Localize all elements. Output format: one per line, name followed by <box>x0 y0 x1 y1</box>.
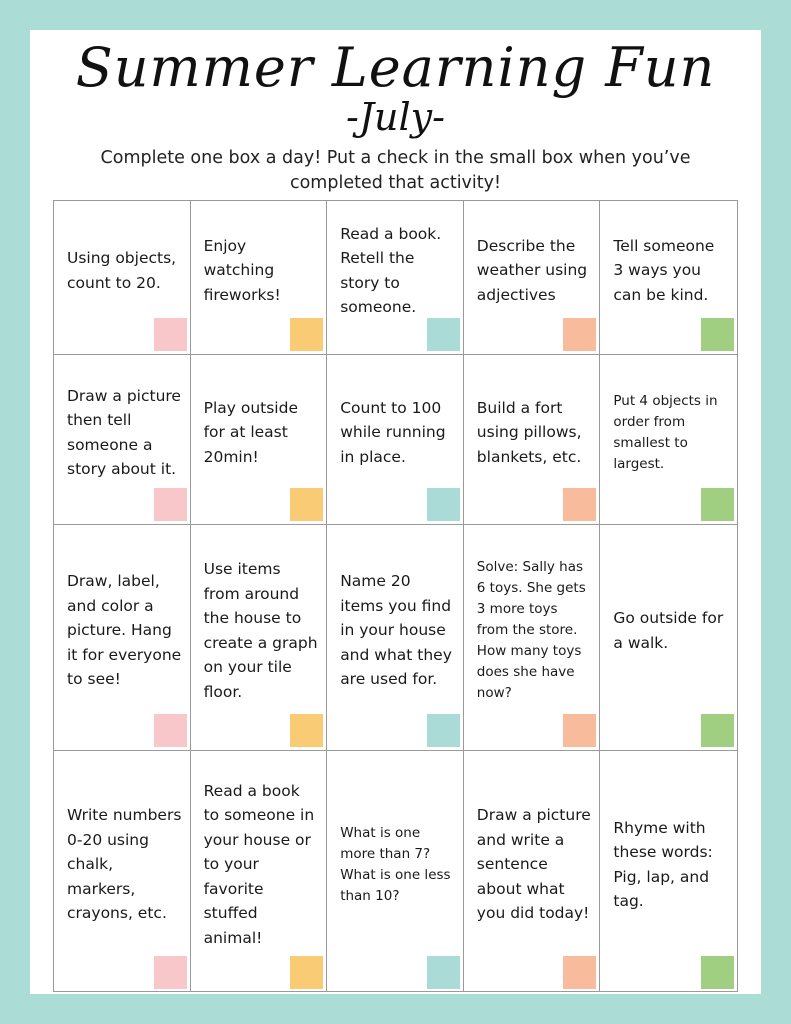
check-box[interactable] <box>563 488 596 521</box>
activity-text: Play outside for at least 20min! <box>203 398 298 466</box>
check-box[interactable] <box>701 318 734 351</box>
activity-text: Draw a picture then tell someone a story about it. <box>67 386 181 478</box>
activity-cell <box>600 201 737 355</box>
activity-cell <box>54 525 191 751</box>
activity-cell <box>600 355 737 525</box>
activity-text: Rhyme with these words: Pig, lap, and tag. <box>613 818 713 910</box>
check-box[interactable] <box>154 488 187 521</box>
activity-text: Draw a picture and write a sentence about what you did today! <box>476 806 591 923</box>
page-title: Summer Learning Fun <box>75 36 716 99</box>
activity-text: Solve: Sally has 6 toys. She gets 3 more toys from the store. How many toys does she have now? <box>476 559 586 701</box>
check-box[interactable] <box>701 714 734 747</box>
activity-cell <box>191 355 328 525</box>
activity-text: Draw, label, and color a picture. Hang it for everyone to see! <box>67 572 182 689</box>
activity-cell <box>54 355 191 525</box>
check-box[interactable] <box>563 956 596 989</box>
activity-text: Build a fort using pillows, blankets, etc. <box>476 398 582 466</box>
activity-text: Enjoy watching fireworks! <box>203 236 281 304</box>
check-box[interactable] <box>154 714 187 747</box>
activity-text: Read a book. Retell the story to someone. <box>340 224 442 316</box>
activity-cell <box>54 201 191 355</box>
check-box[interactable] <box>563 318 596 351</box>
activity-text: Describe the weather using adjectives <box>476 236 588 304</box>
activity-cell <box>327 525 464 751</box>
activity-cell <box>54 751 191 992</box>
activity-text: Go outside for a walk. <box>613 609 724 652</box>
activity-cell <box>327 751 464 992</box>
check-box[interactable] <box>154 318 187 351</box>
activity-grid <box>53 200 738 992</box>
activity-text: Read a book to someone in your house or to your favorite stuffed animal! <box>203 781 315 947</box>
activity-text: Name 20 items you find in your house and what they are used for. <box>340 572 452 689</box>
activity-cell <box>191 751 328 992</box>
activity-cell <box>327 201 464 355</box>
check-box[interactable] <box>563 714 596 747</box>
check-box[interactable] <box>427 714 460 747</box>
activity-cell <box>600 751 737 992</box>
activity-cell <box>327 355 464 525</box>
activity-text: What is one more than 7? What is one less than 10? <box>340 824 451 904</box>
activity-cell <box>191 201 328 355</box>
activity-cell <box>464 201 601 355</box>
check-box[interactable] <box>427 488 460 521</box>
check-box[interactable] <box>701 488 734 521</box>
check-box[interactable] <box>154 956 187 989</box>
page-subtitle: -July- <box>345 95 445 139</box>
check-box[interactable] <box>290 714 323 747</box>
activity-text: Put 4 objects in order from smallest to largest. <box>613 392 718 472</box>
check-box[interactable] <box>290 318 323 351</box>
instructions-text: Complete one box a day! Put a check in the small box when you’ve completed that activity! <box>100 148 691 193</box>
activity-cell <box>600 525 737 751</box>
check-box[interactable] <box>701 956 734 989</box>
check-box[interactable] <box>290 488 323 521</box>
activity-cell <box>191 525 328 751</box>
activity-cell <box>464 525 601 751</box>
activity-text: Use items from around the house to create a graph on your tile floor. <box>203 560 318 701</box>
activity-text: Count to 100 while running in place. <box>340 398 446 466</box>
check-box[interactable] <box>427 956 460 989</box>
activity-text: Using objects, count to 20. <box>67 249 177 292</box>
check-box[interactable] <box>290 956 323 989</box>
activity-cell <box>464 355 601 525</box>
activity-cell <box>464 751 601 992</box>
activity-text: Tell someone 3 ways you can be kind. <box>613 236 715 304</box>
check-box[interactable] <box>427 318 460 351</box>
worksheet-page <box>30 30 761 994</box>
activity-text: Write numbers 0-20 using chalk, markers, crayons, etc. <box>67 806 182 923</box>
